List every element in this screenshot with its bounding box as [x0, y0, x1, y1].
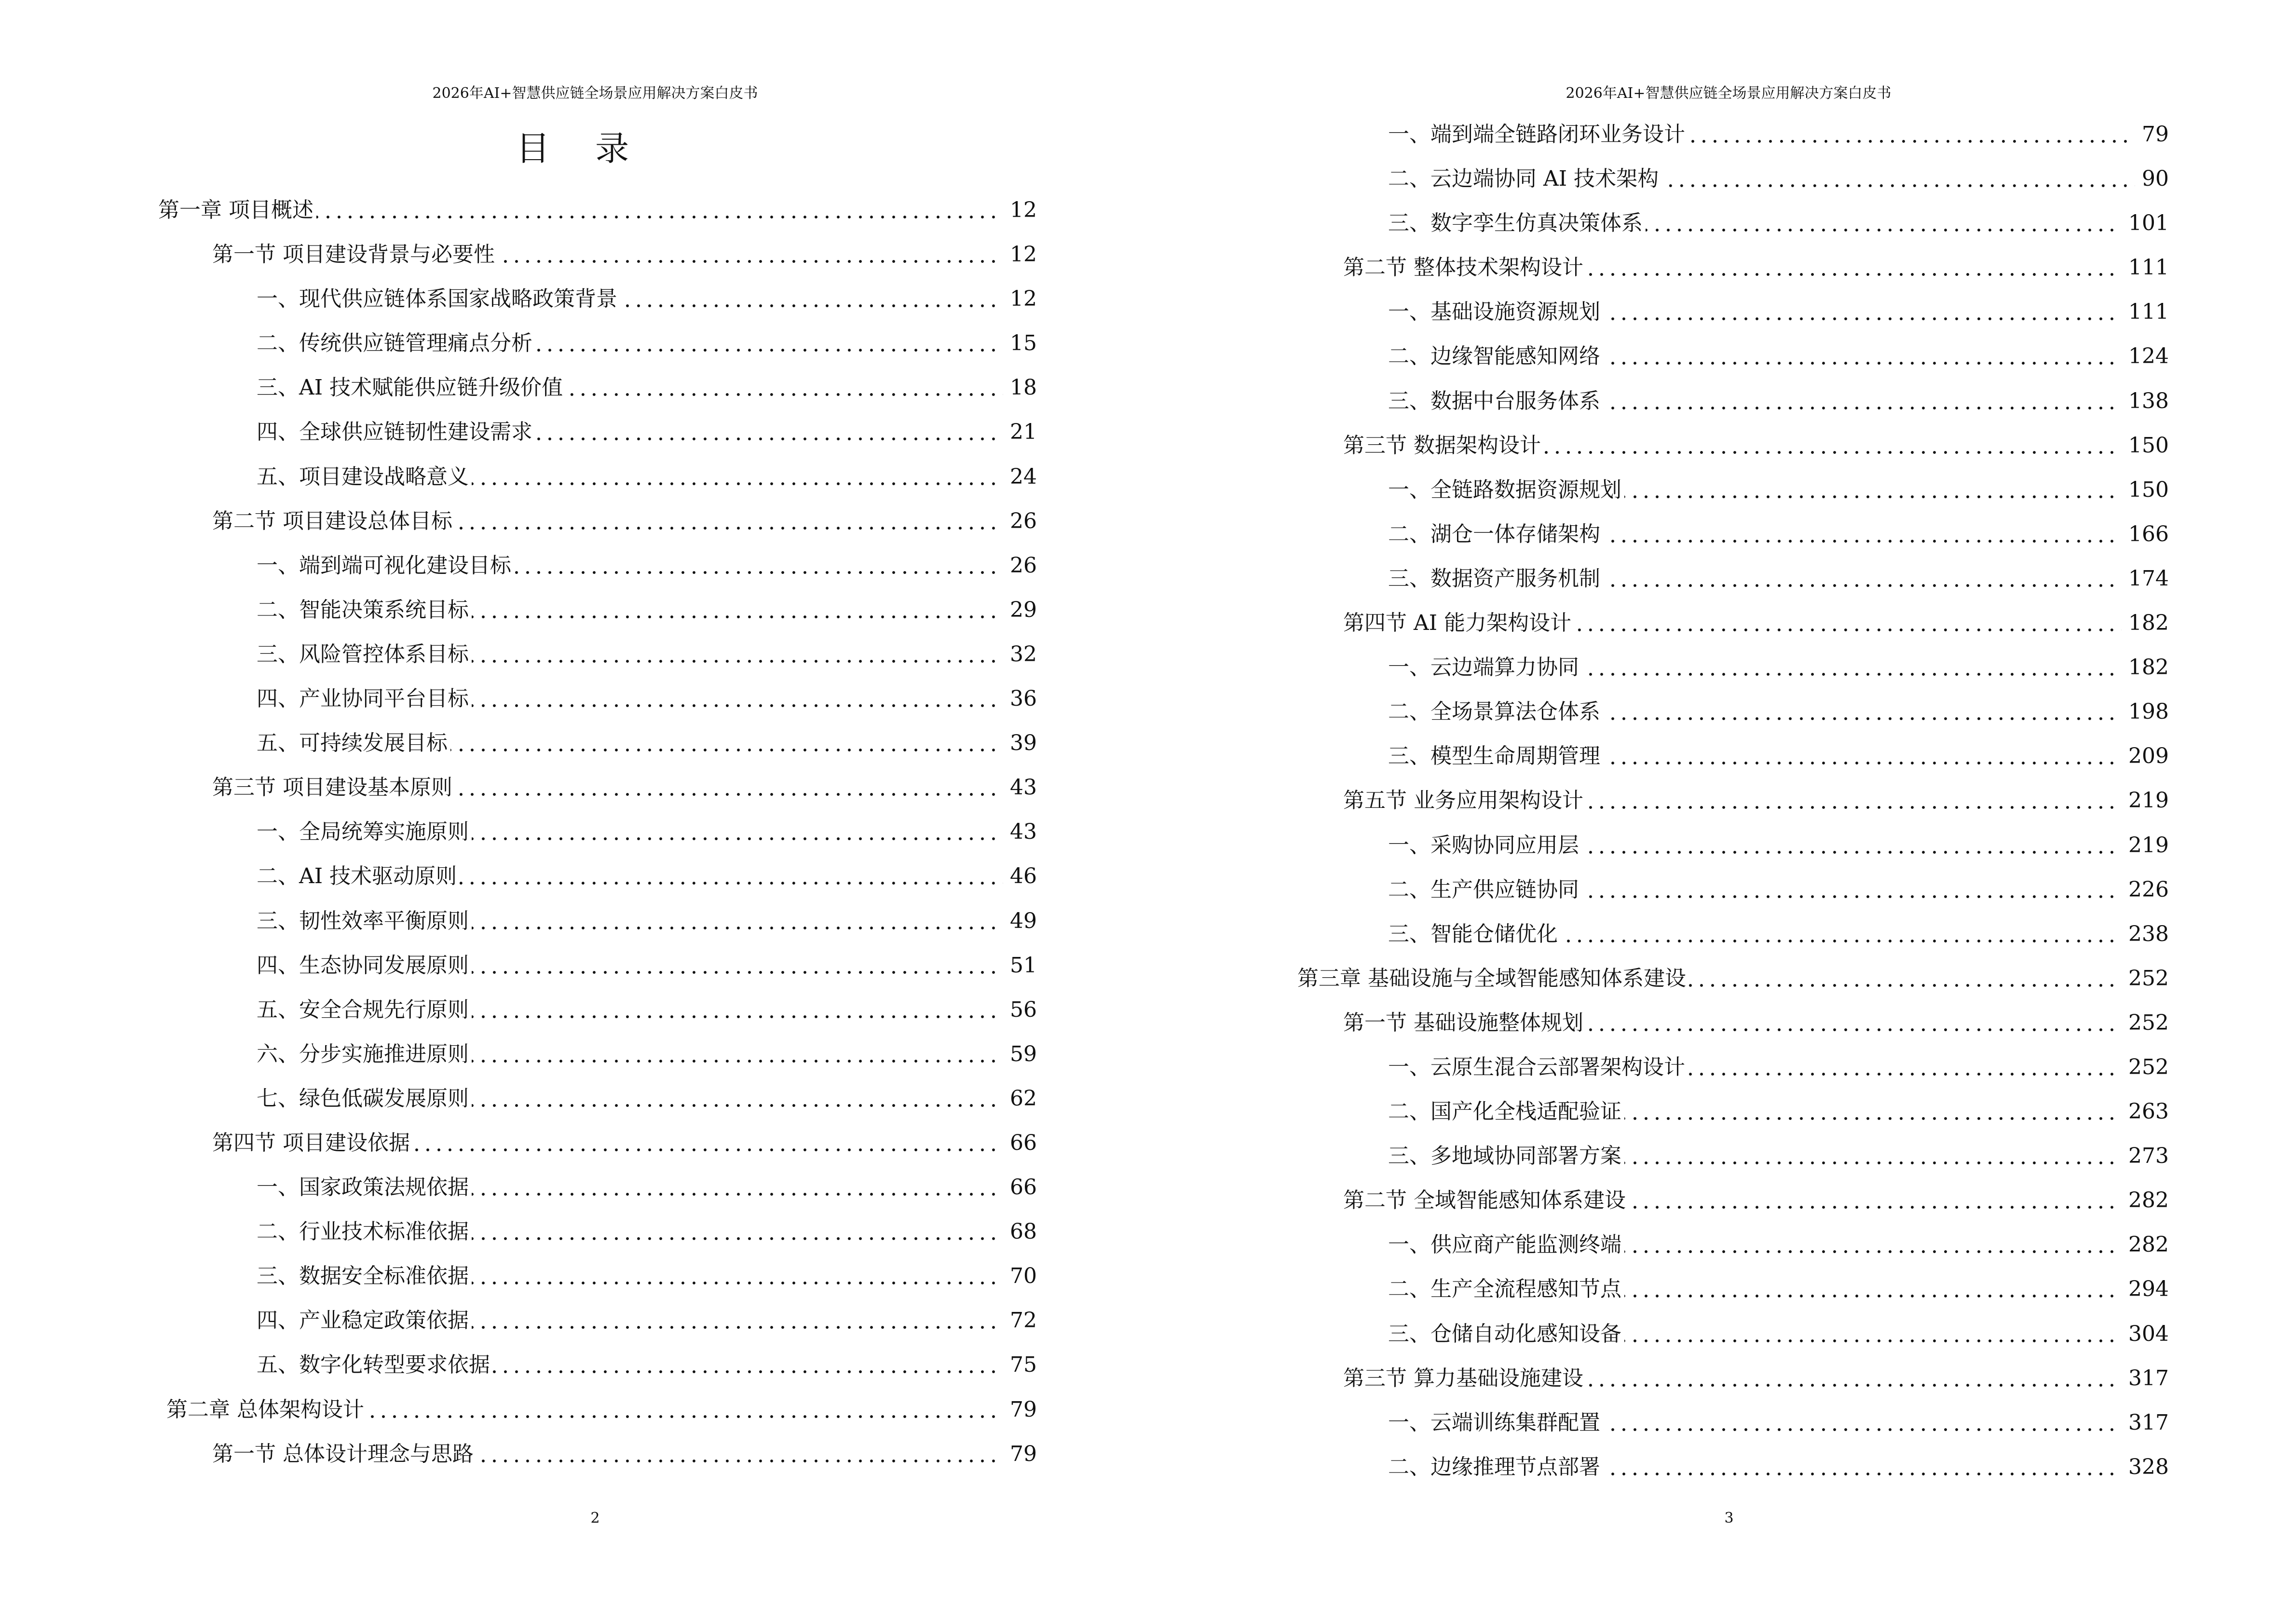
page-number: 2 — [590, 1510, 600, 1527]
toc-entry-item[interactable] — [0, 376, 1037, 421]
toc-entry-chapter[interactable] — [0, 1398, 1037, 1443]
toc-entry-section[interactable] — [1144, 789, 2169, 833]
toc-entry-page-number: 182 — [2128, 611, 2169, 636]
toc-entry-page-number: 29 — [1010, 597, 1037, 622]
dot-leader — [1603, 584, 2122, 587]
toc-entry-label: 三、模型生命周期管理 — [1388, 745, 1603, 768]
dot-leader — [472, 615, 1003, 619]
toc-entry-item[interactable] — [0, 287, 1037, 332]
toc-entry-page-number: 51 — [1010, 953, 1037, 978]
toc-entry-item[interactable] — [0, 332, 1037, 376]
dot-leader — [472, 1192, 1003, 1196]
toc-entry-page-number: 282 — [2128, 1232, 2169, 1257]
dot-leader — [514, 571, 1003, 574]
dot-leader — [472, 704, 1003, 708]
toc-entry-label: 二、边缘推理节点部署 — [1388, 1456, 1603, 1479]
toc-entry-label: 第三节 数据架构设计 — [1343, 434, 1544, 457]
toc-entry-page-number: 24 — [1010, 464, 1037, 489]
toc-entry-item[interactable] — [1144, 123, 2169, 167]
toc-entry-page-number: 111 — [2128, 300, 2169, 325]
toc-entry-label: 二、生产全流程感知节点 — [1388, 1278, 1624, 1301]
toc-entry-item[interactable] — [1144, 878, 2169, 923]
toc-list — [0, 199, 1037, 1487]
toc-entry-page-number: 124 — [2128, 344, 2169, 369]
toc-entry-label: 三、韧性效率平衡原则 — [257, 910, 472, 933]
toc-entry-label: 五、可持续发展目标 — [257, 732, 450, 755]
toc-entry-page-number: 21 — [1010, 420, 1037, 445]
toc-entry-label: 第四节 AI 能力架构设计 — [1343, 612, 1574, 635]
dot-leader — [1603, 317, 2122, 321]
toc-entry-item[interactable] — [1144, 1278, 2169, 1322]
dot-leader — [1646, 228, 2122, 232]
toc-entry-item[interactable] — [1144, 1411, 2169, 1456]
toc-entry-item[interactable] — [1144, 523, 2169, 567]
toc-entry-label: 第二节 整体技术架构设计 — [1343, 256, 1586, 279]
toc-entry-page-number: 328 — [2128, 1454, 2169, 1479]
dot-leader — [1582, 672, 2122, 676]
toc-entry-item[interactable] — [0, 1043, 1037, 1087]
toc-entry-page-number: 219 — [2128, 832, 2169, 858]
dot-leader — [1624, 1294, 2122, 1298]
toc-entry-page-number: 150 — [2128, 433, 2169, 458]
toc-entry-item[interactable] — [1144, 745, 2169, 789]
toc-entry-item[interactable] — [1144, 167, 2169, 212]
toc-entry-page-number: 282 — [2128, 1188, 2169, 1213]
toc-entry-section[interactable] — [1144, 1367, 2169, 1411]
toc-entry-item[interactable] — [1144, 1233, 2169, 1278]
toc-entry-page-number: 273 — [2128, 1144, 2169, 1169]
running-header: 2026年AI+智慧供应链全场景应用解决方案白皮书 — [1566, 85, 1892, 102]
toc-entry-page-number: 317 — [2128, 1365, 2169, 1391]
toc-entry-label: 一、全局统筹实施原则 — [257, 820, 472, 844]
dot-leader — [472, 1104, 1003, 1107]
toc-entry-chapter[interactable] — [1144, 967, 2169, 1011]
dot-leader — [476, 1459, 1003, 1463]
dot-leader — [472, 1237, 1003, 1241]
toc-entry-item[interactable] — [0, 1309, 1037, 1353]
toc-list — [1144, 123, 2169, 1500]
toc-entry-item[interactable] — [0, 421, 1037, 465]
toc-entry-page-number: 15 — [1010, 331, 1037, 356]
toc-entry-page-number: 12 — [1010, 242, 1037, 267]
toc-entry-item[interactable] — [1144, 834, 2169, 878]
dot-leader — [1603, 717, 2122, 721]
toc-entry-section[interactable] — [1144, 612, 2169, 656]
dot-leader — [1586, 805, 2122, 809]
toc-entry-page-number: 182 — [2128, 655, 2169, 680]
toc-entry-item[interactable] — [0, 910, 1037, 954]
toc-entry-label: 第二节 项目建设总体目标 — [212, 510, 455, 533]
toc-entry-label: 二、边缘智能感知网络 — [1388, 345, 1603, 368]
toc-entry-label: 四、产业稳定政策依据 — [257, 1309, 472, 1332]
dot-leader — [1544, 450, 2122, 454]
toc-entry-label: 二、全场景算法仓体系 — [1388, 700, 1603, 723]
toc-entry-item[interactable] — [1144, 390, 2169, 434]
toc-entry-page-number: 26 — [1010, 553, 1037, 578]
toc-entry-page-number: 79 — [1010, 1441, 1037, 1466]
toc-entry-page-number: 263 — [2128, 1099, 2169, 1124]
toc-entry-label: 三、风险管控体系目标 — [257, 643, 472, 666]
toc-entry-page-number: 101 — [2128, 211, 2169, 236]
toc-entry-label: 二、湖仓一体存储架构 — [1388, 523, 1603, 546]
toc-entry-item[interactable] — [0, 643, 1037, 687]
toc-entry-page-number: 317 — [2128, 1410, 2169, 1435]
dot-leader — [472, 837, 1003, 841]
toc-entry-label: 第三节 算力基础设施建设 — [1343, 1367, 1586, 1390]
toc-entry-label: 一、端到端全链路闭环业务设计 — [1388, 123, 1688, 146]
toc-entry-section[interactable] — [0, 1443, 1037, 1487]
toc-entry-item[interactable] — [1144, 923, 2169, 967]
toc-entry-label: 四、产业协同平台目标 — [257, 687, 472, 710]
dot-leader — [1624, 1339, 2122, 1343]
dot-leader — [1582, 850, 2122, 854]
toc-entry-page-number: 138 — [2128, 388, 2169, 413]
toc-entry-section[interactable] — [1144, 434, 2169, 478]
dot-leader — [1603, 1472, 2122, 1476]
toc-entry-item[interactable] — [0, 1176, 1037, 1220]
toc-entry-item[interactable] — [1144, 1323, 2169, 1367]
toc-entry-item[interactable] — [1144, 478, 2169, 523]
dot-leader — [1586, 1028, 2122, 1032]
toc-entry-label: 一、云边端算力协同 — [1388, 656, 1582, 679]
toc-entry-label: 三、数据资产服务机制 — [1388, 567, 1603, 590]
toc-entry-page-number: 75 — [1010, 1352, 1037, 1378]
toc-entry-section[interactable] — [1144, 1189, 2169, 1233]
toc-entry-item[interactable] — [0, 554, 1037, 599]
toc-entry-item[interactable] — [1144, 700, 2169, 745]
dot-leader — [1603, 1428, 2122, 1432]
toc-entry-page-number: 150 — [2128, 477, 2169, 502]
dot-leader — [472, 1059, 1003, 1063]
toc-entry-label: 二、行业技术标准依据 — [257, 1220, 472, 1243]
toc-entry-item[interactable] — [0, 1220, 1037, 1265]
toc-entry-label: 二、智能决策系统目标 — [257, 599, 472, 622]
dot-leader — [1574, 628, 2122, 632]
dot-leader — [1586, 273, 2122, 276]
toc-entry-label: 二、国产化全栈适配验证 — [1388, 1100, 1624, 1123]
toc-entry-section[interactable] — [0, 243, 1037, 287]
dot-leader — [1603, 361, 2122, 365]
toc-entry-label: 二、AI 技术驱动原则 — [257, 865, 460, 888]
toc-entry-label: 三、数据中台服务体系 — [1388, 390, 1603, 413]
toc-entry-item[interactable] — [1144, 656, 2169, 700]
dot-leader — [1582, 895, 2122, 899]
toc-entry-label: 一、现代供应链体系国家战略政策背景 — [257, 287, 620, 311]
toc-entry-item[interactable] — [1144, 1100, 2169, 1145]
dot-leader — [1603, 406, 2122, 410]
toc-entry-item[interactable] — [0, 820, 1037, 865]
toc-entry-item[interactable] — [1144, 1056, 2169, 1100]
running-header: 2026年AI+智慧供应链全场景应用解决方案白皮书 — [432, 85, 758, 102]
toc-entry-page-number: 209 — [2128, 744, 2169, 769]
toc-entry-label: 第四节 项目建设依据 — [212, 1132, 413, 1155]
toc-entry-page-number: 72 — [1010, 1308, 1037, 1333]
toc-entry-label: 五、安全合规先行原则 — [257, 998, 472, 1022]
toc-entry-label: 六、分步实施推进原则 — [257, 1043, 472, 1066]
toc-entry-page-number: 56 — [1010, 997, 1037, 1022]
toc-entry-item[interactable] — [1144, 345, 2169, 389]
toc-entry-page-number: 68 — [1010, 1219, 1037, 1244]
dot-leader — [1561, 939, 2122, 943]
right-page — [1144, 0, 2287, 1624]
toc-entry-label: 三、多地域协同部署方案 — [1388, 1145, 1624, 1168]
toc-entry-label: 五、数字化转型要求依据 — [257, 1353, 493, 1377]
toc-entry-item[interactable] — [0, 1087, 1037, 1132]
dot-leader — [472, 482, 1003, 486]
dot-leader — [450, 748, 1003, 752]
toc-entry-label: 一、云端训练集群配置 — [1388, 1411, 1603, 1434]
toc-entry-label: 一、采购协同应用层 — [1388, 834, 1582, 857]
toc-entry-label: 第三节 项目建设基本原则 — [212, 776, 455, 799]
dot-leader — [455, 526, 1003, 530]
toc-entry-page-number: 252 — [2128, 1054, 2169, 1079]
dot-leader — [1624, 1161, 2122, 1165]
toc-entry-chapter[interactable] — [0, 199, 1037, 243]
toc-entry-label: 一、基础设施资源规划 — [1388, 300, 1603, 324]
dot-leader — [1629, 1205, 2122, 1209]
toc-entry-label: 四、全球供应链韧性建设需求 — [257, 421, 535, 444]
dot-leader — [472, 1325, 1003, 1329]
toc-entry-page-number: 219 — [2128, 788, 2169, 813]
toc-entry-label: 一、供应商产能监测终端 — [1388, 1233, 1624, 1256]
dot-leader — [535, 348, 1003, 352]
dot-leader — [1624, 1250, 2122, 1254]
toc-entry-section[interactable] — [1144, 1011, 2169, 1056]
toc-entry-page-number: 198 — [2128, 699, 2169, 724]
dot-leader — [460, 881, 1003, 885]
dot-leader — [413, 1148, 1003, 1152]
toc-entry-page-number: 62 — [1010, 1086, 1037, 1111]
toc-entry-item[interactable] — [1144, 1456, 2169, 1500]
toc-entry-item[interactable] — [1144, 300, 2169, 345]
dot-leader — [1586, 1383, 2122, 1387]
toc-entry-page-number: 12 — [1010, 198, 1037, 222]
toc-title: 目 录 — [516, 129, 647, 168]
toc-entry-item[interactable] — [0, 1353, 1037, 1398]
dot-leader — [1624, 495, 2122, 499]
toc-entry-page-number: 66 — [1010, 1175, 1037, 1200]
toc-entry-page-number: 70 — [1010, 1264, 1037, 1289]
toc-entry-label: 第二章 总体架构设计 — [166, 1398, 367, 1421]
toc-entry-page-number: 174 — [2128, 566, 2169, 591]
toc-entry-label: 二、云边端协同 AI 技术架构 — [1388, 167, 1661, 191]
dot-leader — [566, 393, 1003, 396]
toc-entry-page-number: 90 — [2142, 166, 2169, 191]
dot-leader — [472, 659, 1003, 663]
toc-entry-page-number: 46 — [1010, 864, 1037, 889]
toc-entry-page-number: 238 — [2128, 921, 2169, 946]
toc-entry-label: 第一章 项目概述 — [158, 199, 316, 222]
dot-leader — [1603, 539, 2122, 543]
toc-entry-section[interactable] — [0, 776, 1037, 820]
toc-entry-label: 第二节 全域智能感知体系建设 — [1343, 1189, 1629, 1212]
toc-entry-page-number: 166 — [2128, 521, 2169, 546]
dot-leader — [535, 437, 1003, 441]
dot-leader — [1688, 139, 2135, 143]
dot-leader — [472, 1281, 1003, 1285]
dot-leader — [1688, 1072, 2122, 1076]
toc-entry-label: 三、智能仓储优化 — [1388, 923, 1561, 946]
dot-leader — [1661, 184, 2135, 188]
toc-entry-item[interactable] — [0, 998, 1037, 1043]
toc-entry-item[interactable] — [0, 865, 1037, 909]
dot-leader — [620, 304, 1003, 308]
dot-leader — [493, 1370, 1003, 1374]
dot-leader — [1624, 1117, 2122, 1120]
toc-entry-page-number: 294 — [2128, 1277, 2169, 1302]
toc-entry-page-number: 304 — [2128, 1321, 2169, 1346]
toc-entry-page-number: 49 — [1010, 908, 1037, 933]
toc-entry-label: 第三章 基础设施与全域智能感知体系建设 — [1297, 967, 1689, 990]
toc-entry-item[interactable] — [0, 954, 1037, 998]
toc-entry-page-number: 36 — [1010, 686, 1037, 711]
toc-entry-item[interactable] — [0, 687, 1037, 732]
toc-entry-label: 一、端到端可视化建设目标 — [257, 554, 514, 577]
toc-entry-page-number: 32 — [1010, 641, 1037, 667]
toc-entry-section[interactable] — [0, 1132, 1037, 1176]
toc-entry-section[interactable] — [1144, 256, 2169, 300]
toc-entry-label: 三、AI 技术赋能供应链升级价值 — [257, 376, 566, 399]
toc-entry-label: 第一节 项目建设背景与必要性 — [212, 243, 498, 266]
toc-entry-item[interactable] — [1144, 567, 2169, 612]
toc-entry-page-number: 18 — [1010, 375, 1037, 400]
toc-entry-section[interactable] — [0, 510, 1037, 554]
toc-entry-page-number: 43 — [1010, 775, 1037, 800]
dot-leader — [1689, 983, 2122, 987]
toc-entry-item[interactable] — [1144, 1145, 2169, 1189]
toc-entry-label: 一、国家政策法规依据 — [257, 1176, 472, 1199]
toc-entry-label: 七、绿色低碳发展原则 — [257, 1087, 472, 1110]
toc-entry-page-number: 252 — [2128, 966, 2169, 991]
toc-entry-page-number: 26 — [1010, 508, 1037, 533]
toc-entry-page-number: 79 — [1010, 1397, 1037, 1422]
dot-leader — [472, 970, 1003, 974]
toc-entry-label: 一、云原生混合云部署架构设计 — [1388, 1056, 1688, 1079]
toc-entry-label: 第五节 业务应用架构设计 — [1343, 789, 1586, 812]
toc-entry-label: 四、生态协同发展原则 — [257, 954, 472, 977]
toc-entry-page-number: 252 — [2128, 1010, 2169, 1035]
dot-leader — [472, 926, 1003, 930]
toc-entry-page-number: 59 — [1010, 1041, 1037, 1066]
toc-entry-item[interactable] — [0, 599, 1037, 643]
toc-entry-item[interactable] — [0, 732, 1037, 776]
toc-entry-page-number: 12 — [1010, 287, 1037, 312]
toc-entry-page-number: 39 — [1010, 731, 1037, 756]
toc-entry-label: 三、数字孪生仿真决策体系 — [1388, 212, 1646, 235]
toc-entry-label: 三、数据安全标准依据 — [257, 1265, 472, 1288]
toc-entry-page-number: 111 — [2128, 255, 2169, 280]
toc-entry-label: 一、全链路数据资源规划 — [1388, 478, 1624, 502]
toc-entry-page-number: 43 — [1010, 819, 1037, 845]
page-number: 3 — [1724, 1510, 1734, 1527]
toc-entry-item[interactable] — [1144, 212, 2169, 256]
toc-entry-page-number: 66 — [1010, 1130, 1037, 1155]
toc-entry-label: 三、仓储自动化感知设备 — [1388, 1323, 1624, 1346]
dot-leader — [498, 259, 1003, 263]
dot-leader — [455, 792, 1003, 796]
toc-entry-label: 第一节 基础设施整体规划 — [1343, 1011, 1586, 1035]
dot-leader — [1603, 761, 2122, 765]
dot-leader — [367, 1415, 1003, 1419]
toc-entry-label: 五、项目建设战略意义 — [257, 465, 472, 489]
toc-entry-page-number: 226 — [2128, 877, 2169, 902]
dot-leader — [316, 215, 1003, 219]
toc-entry-page-number: 79 — [2142, 122, 2169, 147]
toc-entry-label: 第一节 总体设计理念与思路 — [212, 1443, 476, 1466]
toc-entry-label: 二、生产供应链协同 — [1388, 878, 1582, 901]
toc-entry-item[interactable] — [0, 465, 1037, 510]
toc-entry-label: 二、传统供应链管理痛点分析 — [257, 332, 535, 355]
toc-entry-item[interactable] — [0, 1265, 1037, 1309]
dot-leader — [472, 1015, 1003, 1019]
